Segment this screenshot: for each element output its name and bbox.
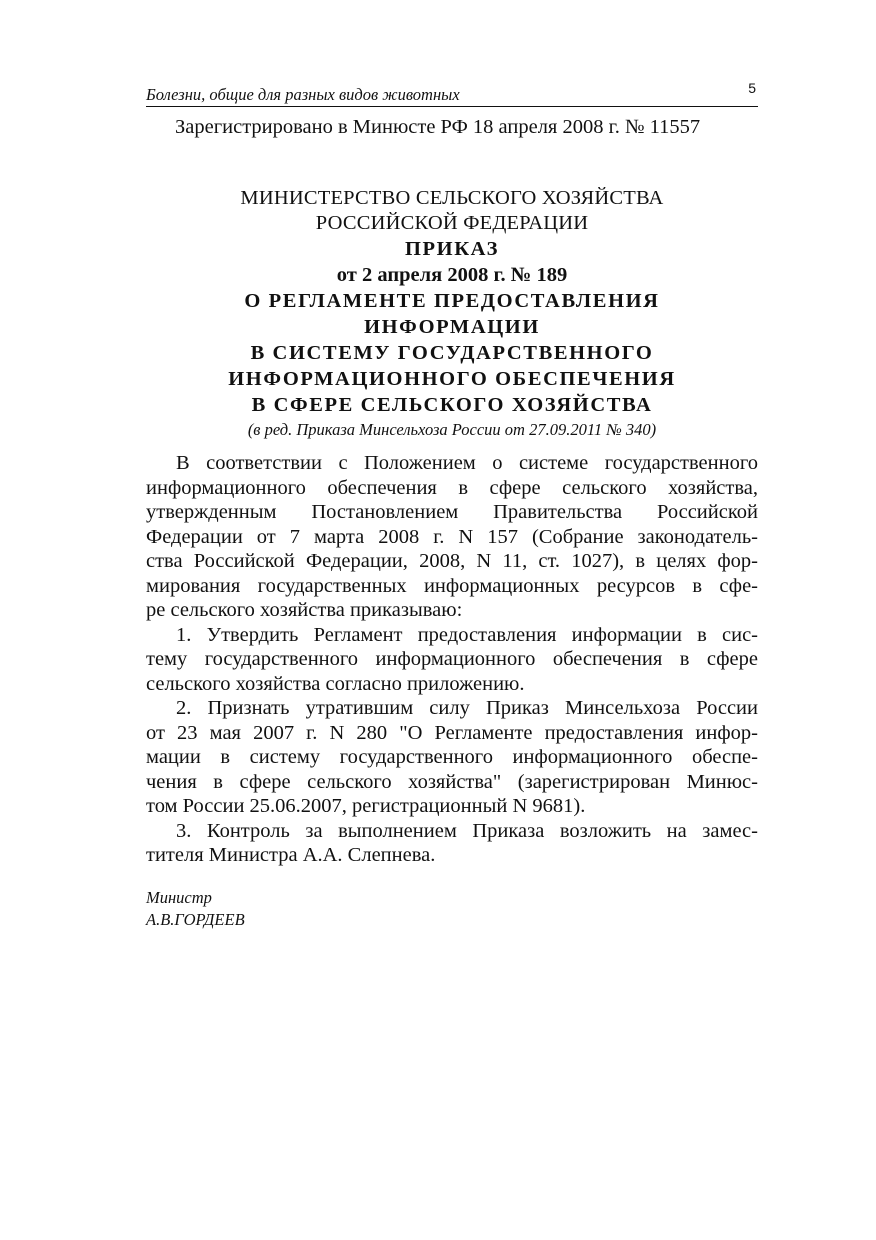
paragraph-line: от 23 мая 2007 г. N 280 "О Регламенте предоставления инфор- xyxy=(146,721,758,744)
order-heading: ПРИКАЗ xyxy=(405,238,499,260)
intro-paragraph xyxy=(146,451,758,623)
order-subject-line-4: ИНФОРМАЦИОННОГО ОБЕСПЕЧЕНИЯ xyxy=(228,368,676,390)
paragraph-line: 3. Контроль за выполнением Приказа возложить на замес- xyxy=(176,819,758,842)
paragraph-line: 2. Признать утратившим силу Приказ Минсельхоза России xyxy=(176,697,758,719)
running-title: Болезни, общие для разных видов животных xyxy=(146,85,460,104)
page-number: 5 xyxy=(748,80,756,96)
paragraph-line: мации в систему государственного информационного обеспе- xyxy=(146,746,758,768)
order-date: от 2 апреля 2008 г. № 189 xyxy=(336,264,568,286)
paragraph-line: утвержденным Постановлением Правительства Российской xyxy=(146,501,758,523)
order-body xyxy=(146,451,758,868)
paragraph-line: Федерации от 7 марта 2008 г. N 157 (Собрание законодатель- xyxy=(146,525,758,548)
order-item-1 xyxy=(146,623,758,697)
signatory-position: Министр xyxy=(146,888,212,907)
order-subject-line-1: О РЕГЛАМЕНТЕ ПРЕДОСТАВЛЕНИЯ xyxy=(244,290,660,312)
running-header xyxy=(146,80,758,107)
document-title-block xyxy=(146,186,758,441)
paragraph-line: том России 25.06.2007, регистрационный N 9681). xyxy=(146,795,586,817)
paragraph-line: тему государственного информационного обеспечения в сфере xyxy=(146,648,758,670)
paragraph-line: 1. Утвердить Регламент предоставления информации в сис- xyxy=(176,623,758,646)
order-subject-line-2: ИНФОРМАЦИИ xyxy=(364,316,540,338)
signature-block xyxy=(146,887,245,931)
order-item-3 xyxy=(146,819,758,868)
paragraph-line: В соответствии с Положением о системе государственного xyxy=(176,452,758,474)
signatory-name: А.В.ГОРДЕЕВ xyxy=(146,910,245,929)
registration-note: Зарегистрировано в Минюсте РФ 18 апреля 2008 г. № 11557 xyxy=(175,116,701,138)
paragraph-line: ре сельского хозяйства приказываю: xyxy=(146,599,463,621)
paragraph-line: ства Российской Федерации, 2008, N 11, ст. 1027), в целях фор- xyxy=(146,550,758,572)
ministry-name-line-2: РОССИЙСКОЙ ФЕДЕРАЦИИ xyxy=(315,212,589,234)
ministry-name-line-1: МИНИСТЕРСТВО СЕЛЬСКОГО ХОЗЯЙСТВА xyxy=(240,187,664,209)
paragraph-line: тителя Министра А.А. Слепнева. xyxy=(146,844,436,866)
amendment-note: (в ред. Приказа Минсельхоза России от 27.09.2011 № 340) xyxy=(247,420,657,439)
paragraph-line: чения в сфере сельского хозяйства" (зарегистрирован Минюс- xyxy=(146,770,758,793)
order-subject-line-3: В СИСТЕМУ ГОСУДАРСТВЕННОГО xyxy=(250,342,654,364)
paragraph-line: мирования государственных информационных ресурсов в сфе- xyxy=(146,574,758,597)
paragraph-line: сельского хозяйства согласно приложению. xyxy=(146,672,525,695)
paragraph-line: информационного обеспечения в сфере сельского хозяйства, xyxy=(146,476,758,499)
order-item-2 xyxy=(146,696,758,819)
order-subject-line-5: В СФЕРЕ СЕЛЬСКОГО ХОЗЯЙСТВА xyxy=(251,394,653,416)
